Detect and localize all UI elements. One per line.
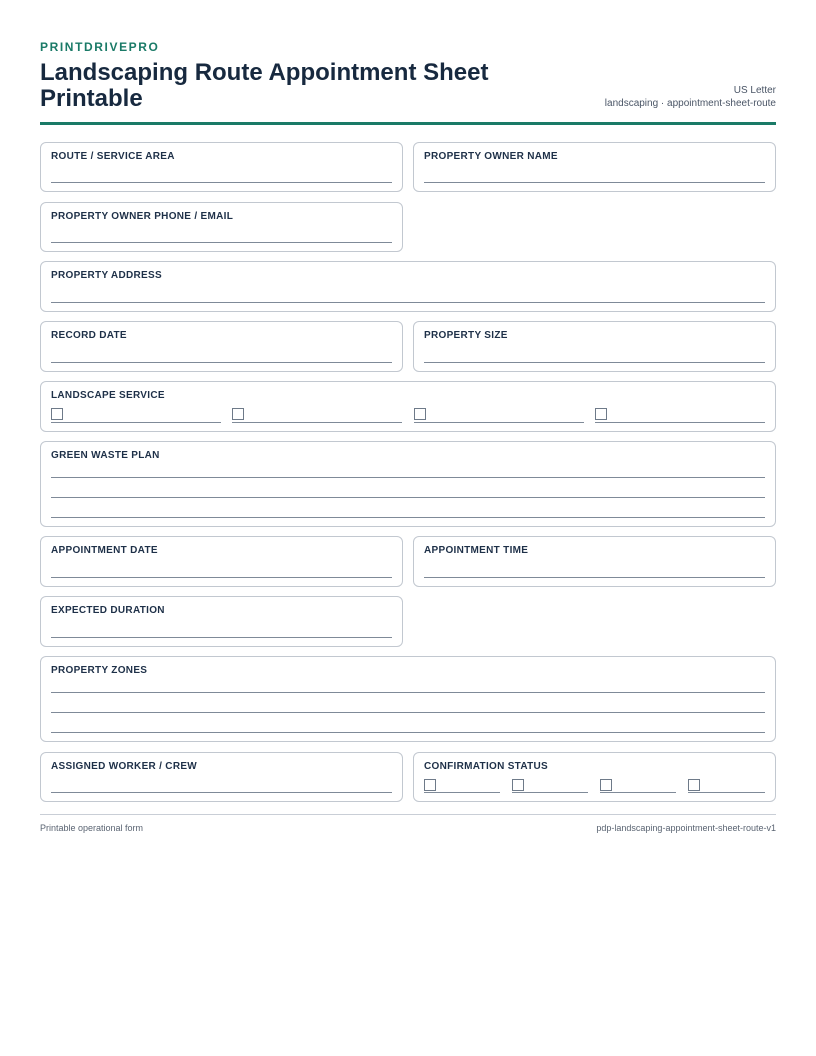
field-label: APPOINTMENT TIME: [424, 545, 529, 556]
green-waste-plan-input-line[interactable]: [51, 497, 765, 498]
status-option-line[interactable]: [512, 792, 588, 793]
confirmation-status-field: [413, 752, 776, 802]
property-owner-name-input-line[interactable]: [424, 182, 765, 183]
route-service-area-field: [40, 142, 403, 192]
service-option-line[interactable]: [414, 422, 584, 423]
service-option-line[interactable]: [51, 422, 221, 423]
service-option-checkbox[interactable]: [51, 408, 63, 420]
green-waste-plan-field: [40, 441, 776, 527]
field-label: PROPERTY ADDRESS: [51, 270, 162, 281]
page-title: Landscaping Route Appointment Sheet Printable: [40, 59, 489, 112]
appointment-date-input-line[interactable]: [51, 577, 392, 578]
property-size-field: [413, 321, 776, 372]
field-label: PROPERTY SIZE: [424, 330, 508, 341]
property-zones-input-line[interactable]: [51, 712, 765, 713]
record-date-input-line[interactable]: [51, 362, 392, 363]
form-id: pdp-landscaping-appointment-sheet-route-v1: [596, 823, 776, 833]
header-divider: [40, 122, 776, 125]
service-option-line[interactable]: [232, 422, 402, 423]
field-label: PROPERTY OWNER PHONE / EMAIL: [51, 211, 234, 222]
field-label: EXPECTED DURATION: [51, 605, 165, 616]
page-meta: [605, 84, 776, 110]
property-address-input-line[interactable]: [51, 302, 765, 303]
status-option-line[interactable]: [424, 792, 500, 793]
green-waste-plan-input-line[interactable]: [51, 517, 765, 518]
assigned-worker-input-line[interactable]: [51, 792, 392, 793]
service-option-checkbox[interactable]: [595, 408, 607, 420]
field-label: APPOINTMENT DATE: [51, 545, 158, 556]
landscape-service-field: [40, 381, 776, 432]
status-option-line[interactable]: [600, 792, 676, 793]
service-option-checkbox[interactable]: [414, 408, 426, 420]
property-zones-field: [40, 656, 776, 742]
expected-duration-input-line[interactable]: [51, 637, 392, 638]
property-zones-input-line[interactable]: [51, 692, 765, 693]
status-option-checkbox[interactable]: [512, 779, 524, 791]
appointment-date-field: [40, 536, 403, 587]
property-address-field: [40, 261, 776, 312]
property-owner-contact-field: [40, 202, 403, 252]
record-date-field: [40, 321, 403, 372]
brand-name: PRINTDRIVEPRO: [40, 40, 160, 54]
service-option-checkbox[interactable]: [232, 408, 244, 420]
field-label: LANDSCAPE SERVICE: [51, 390, 165, 401]
paper-size: US Letter: [733, 85, 776, 96]
appointment-time-input-line[interactable]: [424, 577, 765, 578]
property-owner-contact-input-line[interactable]: [51, 242, 392, 243]
assigned-worker-field: [40, 752, 403, 802]
footer-note: Printable operational form: [40, 823, 144, 833]
property-zones-input-line[interactable]: [51, 732, 765, 733]
field-label: ROUTE / SERVICE AREA: [51, 151, 175, 162]
footer-divider: [40, 814, 776, 815]
form-tags: landscaping · appointment-sheet-route: [604, 98, 776, 109]
field-label: GREEN WASTE PLAN: [51, 450, 160, 461]
route-service-area-input-line[interactable]: [51, 182, 392, 183]
status-option-checkbox[interactable]: [424, 779, 436, 791]
property-owner-name-field: [413, 142, 776, 192]
field-label: ASSIGNED WORKER / CREW: [51, 761, 198, 772]
appointment-time-field: [413, 536, 776, 587]
field-label: RECORD DATE: [51, 330, 127, 341]
field-label: CONFIRMATION STATUS: [424, 761, 549, 772]
page-header: [40, 40, 776, 112]
expected-duration-field: [40, 596, 403, 647]
status-option-checkbox[interactable]: [600, 779, 612, 791]
field-label: PROPERTY OWNER NAME: [424, 151, 558, 162]
green-waste-plan-input-line[interactable]: [51, 477, 765, 478]
field-label: PROPERTY ZONES: [51, 665, 148, 676]
status-option-line[interactable]: [688, 792, 765, 793]
status-option-checkbox[interactable]: [688, 779, 700, 791]
property-size-input-line[interactable]: [424, 362, 765, 363]
service-option-line[interactable]: [595, 422, 765, 423]
